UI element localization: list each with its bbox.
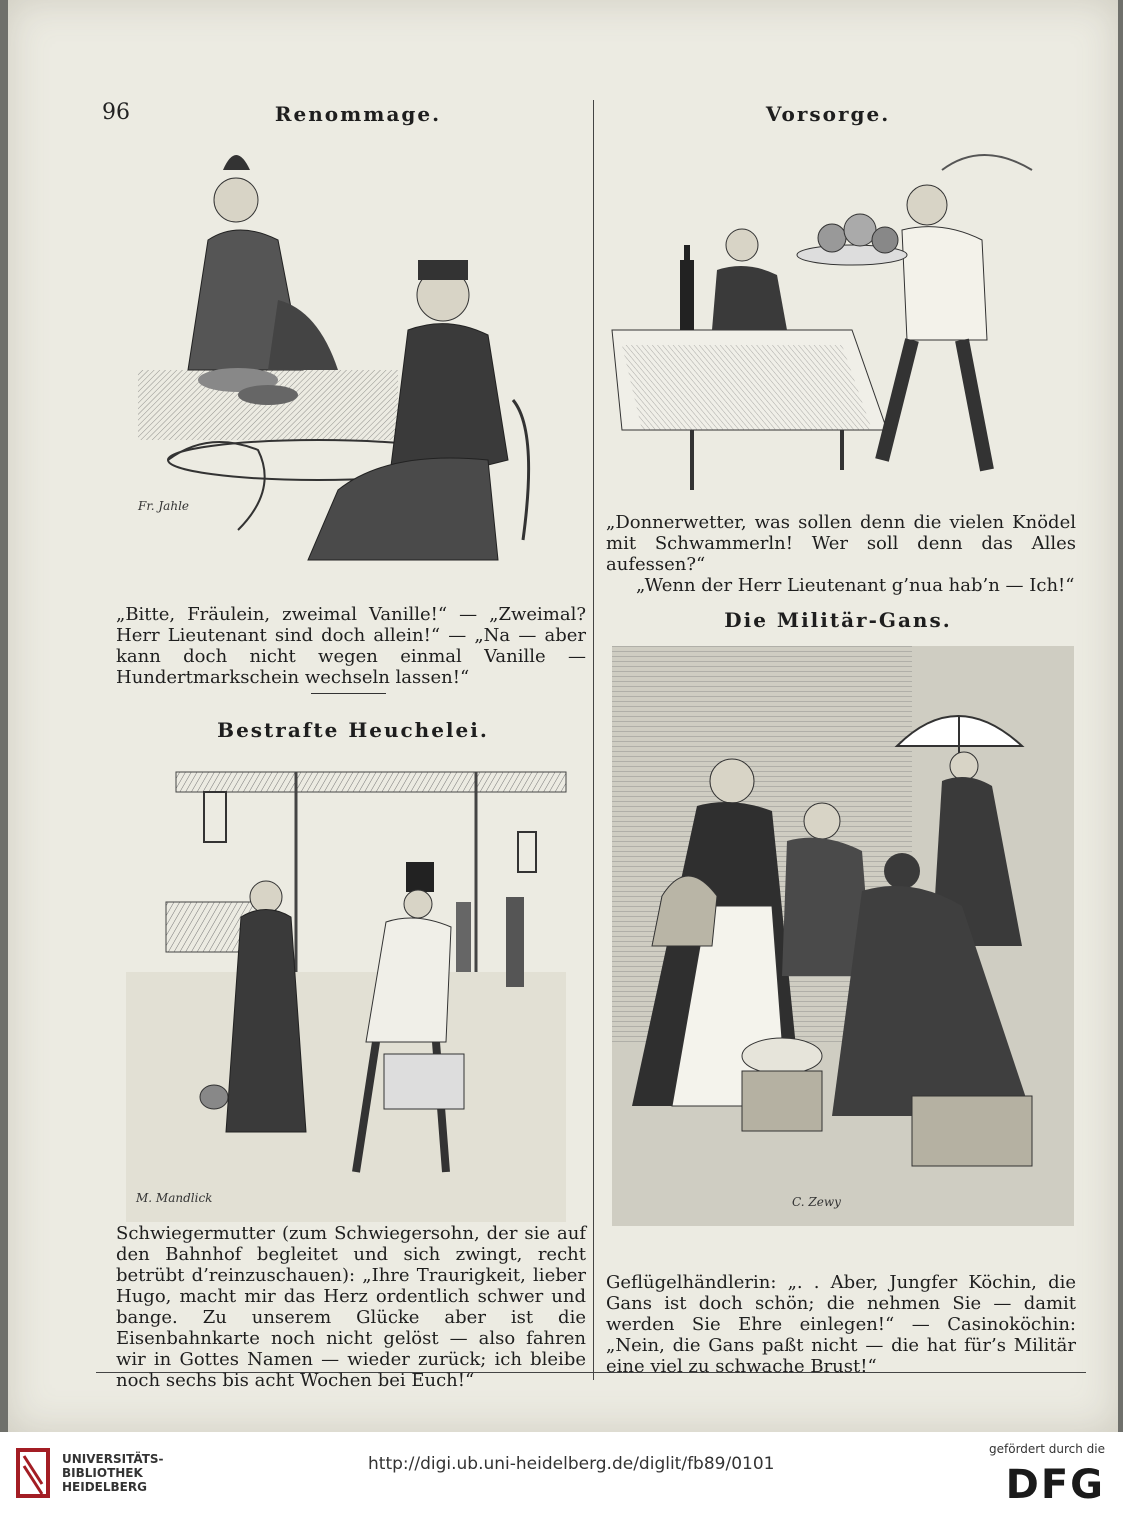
caption-militaer-gans — [606, 1272, 1076, 1377]
caption-renommage — [116, 604, 586, 688]
institution-line-3: HEIDELBERG — [62, 1480, 147, 1494]
page — [8, 0, 1118, 1432]
illustration-vorsorge — [602, 130, 1078, 500]
illustration-bestrafte-heuchelei — [116, 752, 576, 1222]
institution-name — [62, 1452, 164, 1494]
institution-line-2: BIBLIOTHEK — [62, 1466, 143, 1480]
column-divider — [593, 100, 594, 1380]
caption-militaer-text: Geflügelhändlerin: „. . Aber, Jungfer Köchin, die Gans ist doch schön; die nehmen Sie — damit werden Sie Ehre einlegen!“ — Casinoköchin: „Nein, die Gans paßt nicht — die hat für’s Militär eine viel zu schwache Brust!“ — [606, 1272, 1076, 1377]
caption-vorsorge-line2: „Wenn der Herr Lieutenant g’nua hab’n — Ich!“ — [636, 575, 1075, 596]
footer-bar — [0, 1432, 1123, 1514]
separator-rule — [311, 693, 386, 694]
institution-line-1: UNIVERSITÄTS- — [62, 1452, 164, 1466]
caption-vorsorge — [606, 512, 1076, 596]
permalink-url[interactable]: http://digi.ub.uni-heidelberg.de/diglit/fb89/0101 — [368, 1454, 775, 1474]
caption-vorsorge-line1: „Donnerwetter, was sollen denn die vielen Knödel mit Schwammerln! Wer soll denn das Alles aufessen?“ — [606, 512, 1076, 575]
signature-renommage: Fr. Jahle — [138, 499, 190, 513]
signature-bestrafte: M. Mandlick — [136, 1191, 213, 1205]
page-number: 96 — [102, 100, 130, 125]
title-vorsorge: Vorsorge. — [765, 102, 891, 126]
illustration-renommage — [128, 130, 558, 580]
caption-renommage-text: „Bitte, Fräulein, zweimal Vanille!“ — „Zweimal? Herr Lieutenant sind doch allein!“ — „Na — aber kann doch nicht wegen einmal Vanille — Hundertmarkschein wechseln lassen!“ — [116, 604, 586, 688]
caption-bestrafte-heuchelei — [116, 1223, 586, 1391]
university-logo[interactable] — [14, 1444, 56, 1508]
dfg-logo[interactable]: DFG — [1005, 1462, 1105, 1508]
funded-by-label: gefördert durch die — [989, 1442, 1105, 1456]
signature-militaer: C. Zewy — [792, 1195, 841, 1209]
caption-bestrafte-text: Schwiegermutter (zum Schwiegersohn, der sie auf den Bahnhof begleitet und sich zwingt, recht betrübt d’reinzuschauen): „Ihre Traurigkeit, lieber Hugo, macht mir das Herz ordentlich schwer und bange. Zu unserem Glücke aber ist die Eisenbahnkarte noch nicht gelöst — also fahren wir in Gottes Namen — wieder zurück; ich bleibe noch sechs bis acht Wochen bei Euch!“ — [116, 1223, 586, 1391]
title-bestrafte-heuchelei: Bestrafte Heuchelei. — [217, 718, 489, 742]
library-emblem-icon — [14, 1444, 56, 1504]
illustration-militaer-gans — [612, 646, 1074, 1226]
title-renommage: Renommage. — [274, 102, 442, 126]
title-militaer-gans: Die Militär-Gans. — [724, 608, 952, 632]
